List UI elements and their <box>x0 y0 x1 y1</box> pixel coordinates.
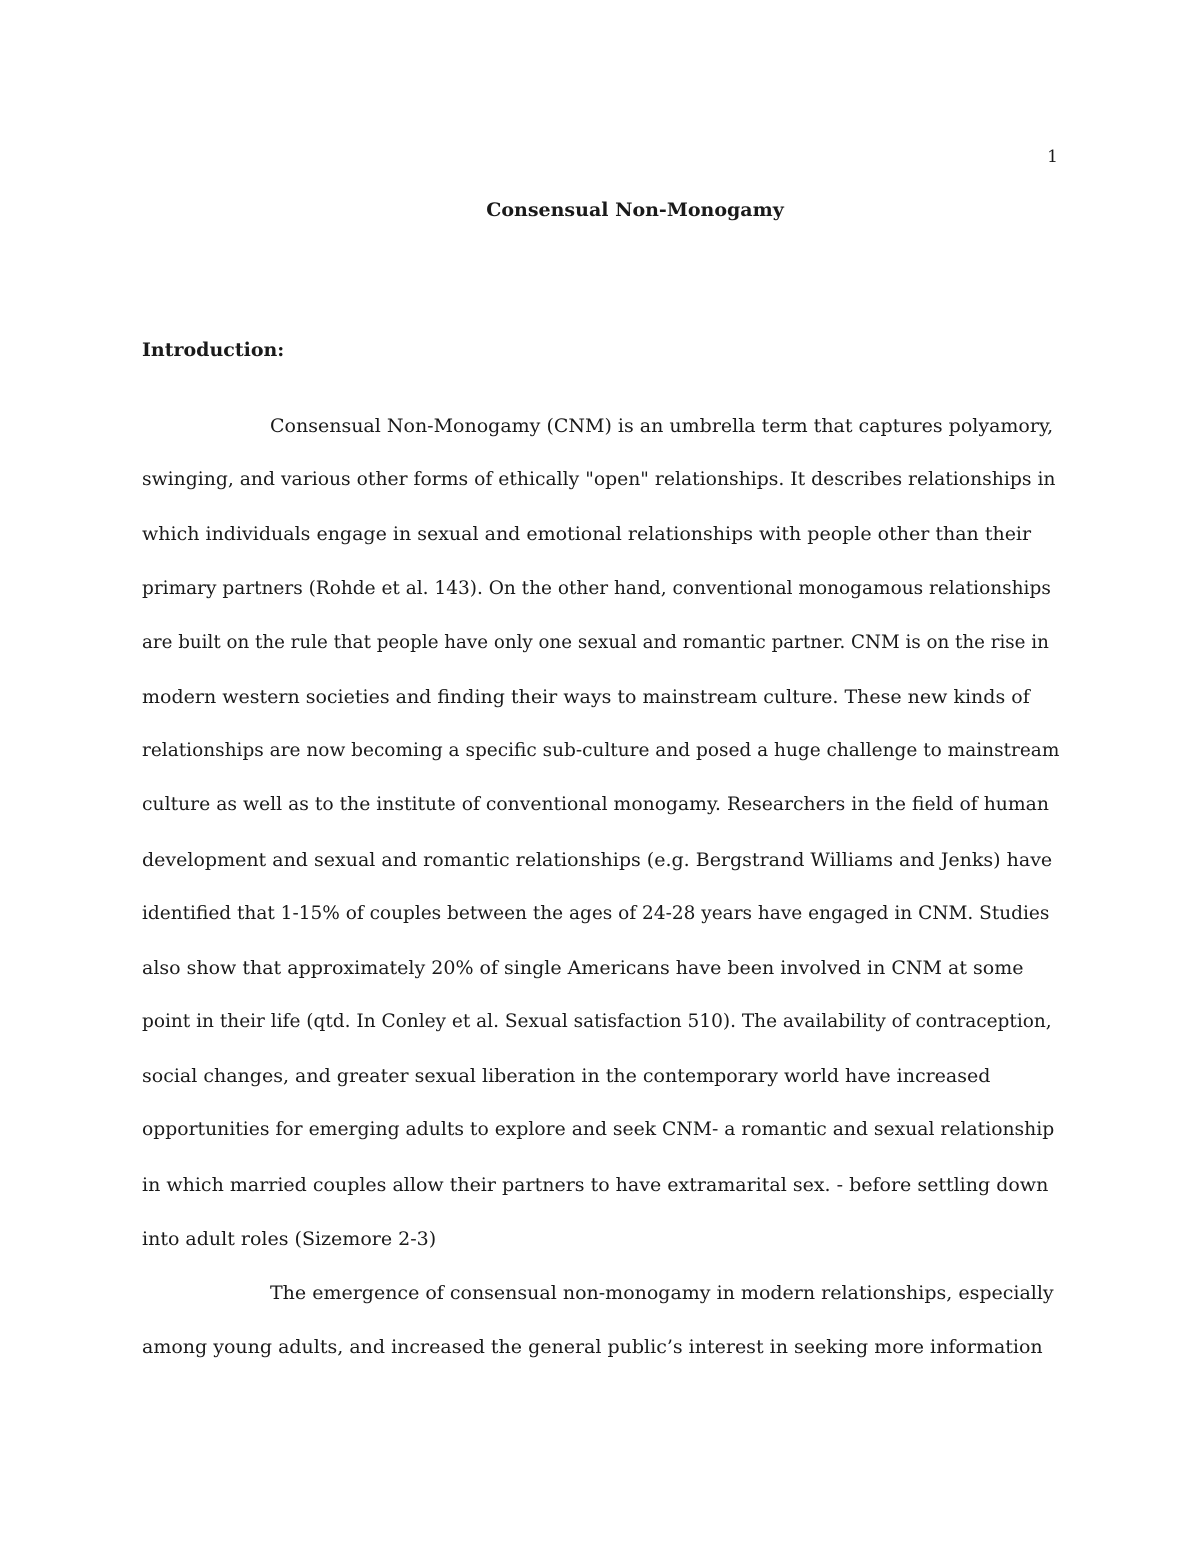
paragraph <box>142 411 1060 1278</box>
text-line: social changes, and greater sexual liberation in the contemporary world have increased <box>142 1065 991 1088</box>
text-line: modern western societies and finding their ways to mainstream culture. These new kinds of <box>142 685 1030 708</box>
paragraph <box>142 1278 1060 1386</box>
page-number: 1 <box>1047 147 1058 167</box>
text-line: swinging, and various other forms of ethically "open" relationships. It describes relationships in <box>142 469 1056 491</box>
text-line: are built on the rule that people have only one sexual and romantic partner. CNM is on the rise in <box>142 631 1049 653</box>
text-line: among young adults, and increased the general public’s interest in seeking more information <box>142 1336 1043 1359</box>
text-line: also show that approximately 20% of single Americans have been involved in CNM at some <box>142 956 1024 979</box>
body-text <box>142 411 1060 1386</box>
text-line: opportunities for emerging adults to explore and seek CNM- a romantic and sexual relationship <box>142 1119 1055 1141</box>
text-line: primary partners (Rohde et al. 143). On the other hand, conventional monogamous relationships <box>142 577 1051 599</box>
text-line: in which married couples allow their partners to have extramarital sex. - before settling down <box>142 1173 1049 1196</box>
document-title: Consensual Non-Monogamy <box>486 199 784 221</box>
text-line: Consensual Non-Monogamy (CNM) is an umbrella term that captures polyamory, <box>270 415 1054 437</box>
text-line: relationships are now becoming a specific sub-culture and posed a huge challenge to mainstream <box>142 740 1060 762</box>
text-line: into adult roles (Sizemore 2-3) <box>142 1227 437 1250</box>
text-line: identified that 1-15% of couples between the ages of 24-28 years have engaged in CNM. Studies <box>142 902 1050 924</box>
text-line: point in their life (qtd. In Conley et al. Sexual satisfaction 510). The availability of contraception, <box>142 1011 1052 1033</box>
section-heading: Introduction: <box>142 339 285 361</box>
text-line: The emergence of consensual non-monogamy in modern relationships, especially <box>270 1282 1054 1304</box>
text-line: development and sexual and romantic relationships (e.g. Bergstrand Williams and Jenks) have <box>142 848 1053 871</box>
text-line: which individuals engage in sexual and emotional relationships with people other than their <box>142 523 1032 546</box>
text-line: culture as well as to the institute of conventional monogamy. Researchers in the field of human <box>142 794 1049 816</box>
